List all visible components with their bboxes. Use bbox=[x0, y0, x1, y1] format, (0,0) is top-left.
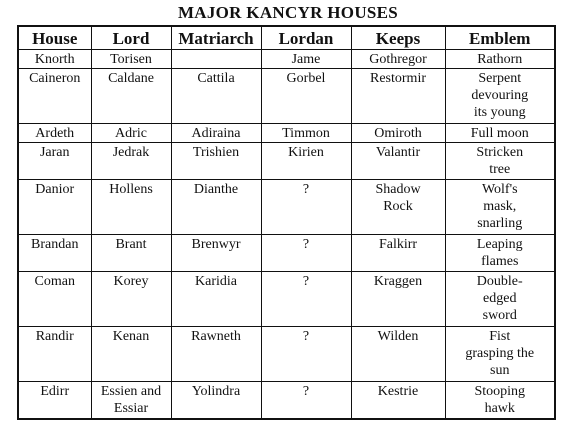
cell-text: Restormir bbox=[370, 71, 426, 86]
cell-text: Full moon bbox=[470, 126, 529, 141]
cell-lord bbox=[91, 143, 171, 180]
cell-text: Kraggen bbox=[373, 274, 423, 289]
cell-text: Karidia bbox=[195, 274, 237, 289]
cell-emblem bbox=[445, 124, 555, 143]
cell-text: ? bbox=[302, 274, 310, 289]
cell-lord bbox=[91, 272, 171, 327]
header-keeps: Keeps bbox=[351, 26, 445, 50]
cell-matriarch bbox=[171, 272, 261, 327]
cell-text: Gorbel bbox=[286, 71, 326, 86]
table-row bbox=[18, 382, 555, 420]
cell-house bbox=[18, 143, 91, 180]
table-row bbox=[18, 180, 555, 235]
cell-text: Kenan bbox=[112, 329, 150, 344]
table-row bbox=[18, 272, 555, 327]
cell-lordan bbox=[261, 50, 351, 69]
cell-house bbox=[18, 50, 91, 69]
cell-text: Edirr bbox=[40, 384, 70, 399]
cell-text bbox=[174, 50, 259, 51]
cell-text: Jedrak bbox=[112, 145, 150, 160]
cell-matriarch bbox=[171, 235, 261, 272]
cell-matriarch bbox=[171, 382, 261, 420]
cell-text: Timmon bbox=[282, 126, 330, 141]
cell-text: Jaran bbox=[39, 145, 70, 160]
cell-text: Jame bbox=[291, 52, 321, 67]
cell-emblem bbox=[445, 69, 555, 124]
cell-text: Brenwyr bbox=[191, 237, 241, 252]
cell-matriarch bbox=[171, 143, 261, 180]
table-row bbox=[18, 69, 555, 124]
table-row bbox=[18, 143, 555, 180]
cell-text: Caineron bbox=[29, 71, 81, 86]
cell-lordan bbox=[261, 124, 351, 143]
cell-house bbox=[18, 327, 91, 382]
cell-text: ? bbox=[302, 329, 310, 344]
cell-text: Stooping hawk bbox=[474, 384, 526, 416]
header-matriarch: Matriarch bbox=[171, 26, 261, 50]
cell-text: ? bbox=[302, 384, 310, 399]
cell-text: Essien and Essiar bbox=[100, 384, 162, 416]
cell-matriarch bbox=[171, 69, 261, 124]
cell-text: Kestrie bbox=[377, 384, 419, 399]
cell-text: ? bbox=[302, 182, 310, 197]
cell-text: Yolindra bbox=[191, 384, 241, 399]
cell-text: ? bbox=[302, 237, 310, 252]
cell-text: Adric bbox=[115, 126, 147, 141]
cell-text: Coman bbox=[34, 274, 75, 289]
cell-text: Wilden bbox=[377, 329, 419, 344]
page-title: MAJOR KANCYR HOUSES bbox=[177, 3, 399, 22]
cell-lord bbox=[91, 50, 171, 69]
cell-text: Omiroth bbox=[374, 126, 422, 141]
cell-matriarch bbox=[171, 50, 261, 69]
cell-text: Brandan bbox=[31, 237, 79, 252]
cell-keeps bbox=[351, 180, 445, 235]
cell-house bbox=[18, 69, 91, 124]
cell-text: Danior bbox=[35, 182, 75, 197]
table-row bbox=[18, 235, 555, 272]
cell-keeps bbox=[351, 124, 445, 143]
cell-house bbox=[18, 180, 91, 235]
cell-keeps bbox=[351, 235, 445, 272]
cell-lord bbox=[91, 124, 171, 143]
header-emblem: Emblem bbox=[445, 26, 555, 50]
cell-lord bbox=[91, 180, 171, 235]
cell-lord bbox=[91, 382, 171, 420]
cell-keeps bbox=[351, 382, 445, 420]
cell-lord bbox=[91, 235, 171, 272]
header-lord: Lord bbox=[91, 26, 171, 50]
cell-text: Brant bbox=[115, 237, 147, 252]
cell-emblem bbox=[445, 143, 555, 180]
cell-house bbox=[18, 272, 91, 327]
cell-text: Dianthe bbox=[193, 182, 239, 197]
cell-text: Ardeth bbox=[35, 126, 75, 141]
cell-keeps bbox=[351, 143, 445, 180]
cell-lordan bbox=[261, 180, 351, 235]
cell-lordan bbox=[261, 327, 351, 382]
cell-text: Wolf's mask, snarling bbox=[477, 182, 523, 231]
header-house: House bbox=[18, 26, 91, 50]
table-row bbox=[18, 124, 555, 143]
table-row bbox=[18, 327, 555, 382]
cell-house bbox=[18, 382, 91, 420]
cell-text: Torisen bbox=[110, 52, 152, 67]
cell-emblem bbox=[445, 235, 555, 272]
cell-keeps bbox=[351, 50, 445, 69]
cell-text: Knorth bbox=[34, 52, 75, 67]
cell-keeps bbox=[351, 69, 445, 124]
cell-lordan bbox=[261, 69, 351, 124]
cell-emblem bbox=[445, 50, 555, 69]
cell-text: Valantir bbox=[375, 145, 421, 160]
cell-matriarch bbox=[171, 124, 261, 143]
cell-text: Hollens bbox=[109, 182, 153, 197]
cell-text: Adiraina bbox=[191, 126, 241, 141]
cell-lordan bbox=[261, 235, 351, 272]
header-lordan: Lordan bbox=[261, 26, 351, 50]
cell-lordan bbox=[261, 382, 351, 420]
cell-emblem bbox=[445, 327, 555, 382]
cell-text: Gothregor bbox=[369, 52, 427, 67]
cell-keeps bbox=[351, 327, 445, 382]
cell-emblem bbox=[445, 180, 555, 235]
cell-text: Cattila bbox=[197, 71, 235, 86]
cell-text: Kirien bbox=[288, 145, 324, 160]
cell-emblem bbox=[445, 272, 555, 327]
cell-lordan bbox=[261, 143, 351, 180]
cell-house bbox=[18, 235, 91, 272]
cell-text: Randir bbox=[35, 329, 74, 344]
houses-table bbox=[17, 25, 556, 420]
cell-text: Trishien bbox=[192, 145, 240, 160]
cell-text: Leaping flames bbox=[476, 237, 523, 269]
cell-lord bbox=[91, 69, 171, 124]
cell-house bbox=[18, 124, 91, 143]
table-header-row bbox=[18, 26, 555, 50]
cell-text: Caldane bbox=[108, 71, 154, 86]
cell-text: Fist grasping the sun bbox=[465, 329, 535, 378]
cell-lordan bbox=[261, 272, 351, 327]
cell-text: Shadow Rock bbox=[375, 182, 421, 214]
cell-text: Double- edged sword bbox=[476, 274, 523, 323]
cell-text: Korey bbox=[113, 274, 149, 289]
table-row bbox=[18, 50, 555, 69]
cell-text: Stricken tree bbox=[476, 145, 524, 177]
cell-emblem bbox=[445, 382, 555, 420]
cell-text: Serpent devouring its young bbox=[471, 71, 529, 120]
cell-keeps bbox=[351, 272, 445, 327]
cell-lord bbox=[91, 327, 171, 382]
cell-text: Rathorn bbox=[477, 52, 523, 67]
cell-matriarch bbox=[171, 180, 261, 235]
cell-text: Rawneth bbox=[191, 329, 241, 344]
cell-matriarch bbox=[171, 327, 261, 382]
cell-text: Falkirr bbox=[378, 237, 418, 252]
